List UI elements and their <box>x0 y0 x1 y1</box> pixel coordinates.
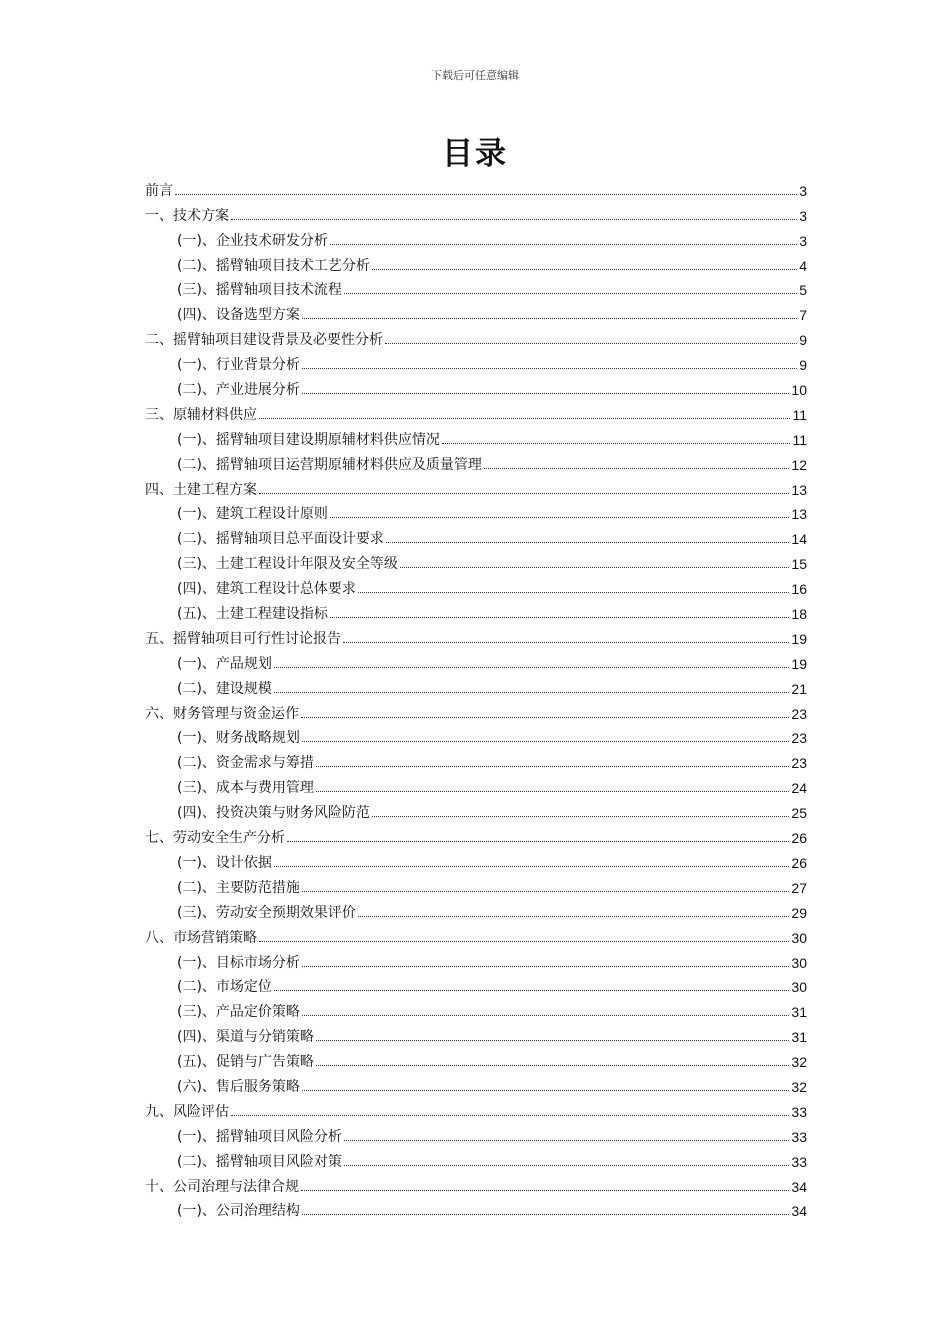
toc-entry-page: 15 <box>791 556 807 573</box>
toc-entry[interactable] <box>145 323 807 348</box>
toc-entry[interactable] <box>145 1070 807 1095</box>
toc-entry-page: 33 <box>791 1103 807 1120</box>
toc-entry-label: 四、土建工程方案 <box>145 481 257 498</box>
toc-entry-page: 13 <box>791 506 807 523</box>
toc-entry[interactable] <box>145 722 807 747</box>
toc-entry[interactable] <box>145 1095 807 1120</box>
toc-entry[interactable] <box>145 1120 807 1145</box>
toc-entry-page: 11 <box>792 431 807 448</box>
toc-dot-leader <box>385 343 797 344</box>
toc-dot-leader <box>231 219 797 220</box>
toc-entry-page: 18 <box>791 606 807 623</box>
toc-entry[interactable] <box>145 373 807 398</box>
toc-entry[interactable] <box>145 622 807 647</box>
toc-entry[interactable] <box>145 846 807 871</box>
toc-entry-page: 3 <box>799 207 807 224</box>
toc-entry[interactable] <box>145 771 807 796</box>
toc-entry-label: (三)、产品定价策略 <box>177 1004 300 1021</box>
toc-dot-leader <box>330 244 797 245</box>
toc-entry-label: (二)、资金需求与筹措 <box>177 755 314 772</box>
toc-entry[interactable] <box>145 971 807 996</box>
toc-entry-page: 25 <box>791 805 807 822</box>
toc-dot-leader <box>372 816 789 817</box>
toc-dot-leader <box>442 443 791 444</box>
toc-dot-leader <box>316 1065 789 1066</box>
toc-dot-leader <box>274 990 789 991</box>
toc-dot-leader <box>344 1165 789 1166</box>
toc-entry-label: (四)、渠道与分销策略 <box>177 1029 314 1046</box>
toc-entry-page: 34 <box>791 1203 807 1220</box>
toc-entry[interactable] <box>145 199 807 224</box>
header-note: 下载后可任意编辑 <box>431 69 519 82</box>
toc-entry-page: 19 <box>791 630 807 647</box>
toc-entry-page: 30 <box>791 979 807 996</box>
toc-entry-page: 11 <box>792 406 807 423</box>
toc-entry[interactable] <box>145 647 807 672</box>
toc-dot-leader <box>301 717 789 718</box>
toc-dot-leader <box>259 493 789 494</box>
toc-dot-leader <box>274 667 789 668</box>
toc-dot-leader <box>302 1015 789 1016</box>
toc-entry[interactable] <box>145 1195 807 1220</box>
toc-entry[interactable] <box>145 423 807 448</box>
toc-dot-leader <box>484 468 789 469</box>
toc-entry-page: 13 <box>791 481 807 498</box>
toc-entry-page: 23 <box>791 755 807 772</box>
toc-dot-leader <box>330 617 789 618</box>
toc-dot-leader <box>302 891 789 892</box>
toc-entry-label: 六、财务管理与资金运作 <box>145 705 299 722</box>
toc-entry-page: 10 <box>791 382 807 399</box>
toc-dot-leader <box>302 1214 789 1215</box>
toc-entry-page: 32 <box>791 1054 807 1071</box>
toc-entry[interactable] <box>145 572 807 597</box>
toc-entry[interactable] <box>145 498 807 523</box>
toc-entry[interactable] <box>145 946 807 971</box>
toc-entry-page: 24 <box>791 780 807 797</box>
toc-entry-label: 八、市场营销策略 <box>145 929 257 946</box>
toc-entry[interactable] <box>145 522 807 547</box>
toc-dot-leader <box>302 393 789 394</box>
toc-entry-label: (三)、摇臂轴项目技术流程 <box>177 282 342 299</box>
toc-entry-page: 34 <box>791 1178 807 1195</box>
toc-entry[interactable] <box>145 224 807 249</box>
toc-entry-label: (三)、土建工程设计年限及安全等级 <box>177 556 398 573</box>
toc-entry-label: 二、摇臂轴项目建设背景及必要性分析 <box>145 332 383 349</box>
toc-entry[interactable] <box>145 547 807 572</box>
toc-dot-leader <box>231 1115 789 1116</box>
toc-entry-page: 21 <box>791 680 807 697</box>
toc-entry-label: (四)、设备选型方案 <box>177 307 300 324</box>
toc-dot-leader <box>259 941 789 942</box>
toc-entry-page: 31 <box>791 1029 807 1046</box>
toc-entry-label: (二)、摇臂轴项目运营期原辅材料供应及质量管理 <box>177 456 482 473</box>
toc-entry[interactable] <box>145 871 807 896</box>
toc-entry-page: 26 <box>791 854 807 871</box>
toc-entry[interactable] <box>145 249 807 274</box>
toc-entry-label: (一)、财务战略规划 <box>177 730 300 747</box>
toc-entry[interactable] <box>145 448 807 473</box>
toc-entry-page: 9 <box>799 357 807 374</box>
toc-entry[interactable] <box>145 1020 807 1045</box>
toc-entry[interactable] <box>145 921 807 946</box>
toc-entry-label: (二)、摇臂轴项目技术工艺分析 <box>177 257 370 274</box>
toc-dot-leader <box>274 692 789 693</box>
toc-entry-page: 3 <box>799 182 807 199</box>
toc-entry-label: (五)、土建工程建设指标 <box>177 606 328 623</box>
toc-entry-label: 三、原辅材料供应 <box>145 406 257 423</box>
toc-entry-label: 五、摇臂轴项目可行性讨论报告 <box>145 630 341 647</box>
toc-dot-leader <box>274 866 789 867</box>
toc-entry[interactable] <box>145 1170 807 1195</box>
toc-entry-page: 14 <box>791 531 807 548</box>
toc-entry[interactable] <box>145 995 807 1020</box>
toc-entry-page: 31 <box>791 1004 807 1021</box>
toc-entry-page: 3 <box>799 232 807 249</box>
toc-entry-label: (六)、售后服务策略 <box>177 1078 300 1095</box>
toc-entry-label: (二)、产业进展分析 <box>177 382 300 399</box>
toc-entry-page: 33 <box>791 1128 807 1145</box>
toc-entry-label: (一)、摇臂轴项目风险分析 <box>177 1128 342 1145</box>
toc-entry-label: (二)、摇臂轴项目总平面设计要求 <box>177 531 384 548</box>
toc-dot-leader <box>344 1140 789 1141</box>
toc-entry-label: (三)、成本与费用管理 <box>177 780 314 797</box>
toc-entry-label: 七、劳动安全生产分析 <box>145 830 285 847</box>
toc-entry-label: 十、公司治理与法律合规 <box>145 1178 299 1195</box>
toc-dot-leader <box>302 318 797 319</box>
toc-entry[interactable] <box>145 672 807 697</box>
toc-entry-page: 30 <box>791 954 807 971</box>
toc-dot-leader <box>344 293 797 294</box>
toc-entry-label: 一、技术方案 <box>145 207 229 224</box>
toc-entry[interactable] <box>145 174 807 199</box>
toc-dot-leader <box>316 766 789 767</box>
toc-entry-page: 23 <box>791 730 807 747</box>
toc-entry[interactable] <box>145 821 807 846</box>
toc-dot-leader <box>175 194 797 195</box>
toc-dot-leader <box>372 269 797 270</box>
toc-entry[interactable] <box>145 896 807 921</box>
toc-entry[interactable] <box>145 796 807 821</box>
toc-entry-label: (一)、企业技术研发分析 <box>177 232 328 249</box>
toc-entry[interactable] <box>145 1145 807 1170</box>
toc-entry-page: 16 <box>791 581 807 598</box>
toc-entry-label: 九、风险评估 <box>145 1103 229 1120</box>
toc-dot-leader <box>358 592 789 593</box>
toc-entry-label: (二)、建设规模 <box>177 680 272 697</box>
toc-dot-leader <box>301 1190 789 1191</box>
toc-entry[interactable] <box>145 298 807 323</box>
toc-entry-label: (二)、市场定位 <box>177 979 272 996</box>
toc-entry[interactable] <box>145 1045 807 1070</box>
toc-entry[interactable] <box>145 697 807 722</box>
toc-dot-leader <box>316 791 789 792</box>
toc-entry-page: 7 <box>799 307 807 324</box>
toc-entry-page: 32 <box>791 1078 807 1095</box>
toc-entry[interactable] <box>145 473 807 498</box>
toc-entry-page: 30 <box>791 929 807 946</box>
page-title: 目录 <box>442 136 508 172</box>
toc-dot-leader <box>358 916 789 917</box>
toc-entry-label: (四)、建筑工程设计总体要求 <box>177 581 356 598</box>
toc-entry-label: (四)、投资决策与财务风险防范 <box>177 805 370 822</box>
toc-entry-label: (二)、主要防范措施 <box>177 879 300 896</box>
toc-entry[interactable] <box>145 398 807 423</box>
table-of-contents <box>145 174 807 1219</box>
toc-dot-leader <box>330 517 789 518</box>
toc-entry[interactable] <box>145 597 807 622</box>
toc-entry-page: 5 <box>799 282 807 299</box>
toc-dot-leader <box>386 542 789 543</box>
toc-entry-label: (一)、摇臂轴项目建设期原辅材料供应情况 <box>177 431 440 448</box>
toc-dot-leader <box>316 1040 789 1041</box>
toc-entry-label: (三)、劳动安全预期效果评价 <box>177 904 356 921</box>
toc-entry-page: 9 <box>799 332 807 349</box>
toc-entry[interactable] <box>145 348 807 373</box>
toc-entry-label: (一)、目标市场分析 <box>177 954 300 971</box>
toc-entry[interactable] <box>145 274 807 299</box>
toc-dot-leader <box>259 418 790 419</box>
toc-entry-label: (一)、建筑工程设计原则 <box>177 506 328 523</box>
toc-entry-page: 29 <box>791 904 807 921</box>
toc-entry-page: 27 <box>791 879 807 896</box>
toc-entry-label: (一)、产品规划 <box>177 655 272 672</box>
toc-entry-page: 23 <box>791 705 807 722</box>
toc-entry-label: (一)、公司治理结构 <box>177 1203 300 1220</box>
toc-entry-page: 26 <box>791 830 807 847</box>
toc-entry-label: (一)、设计依据 <box>177 854 272 871</box>
toc-dot-leader <box>302 966 789 967</box>
toc-entry-page: 19 <box>791 655 807 672</box>
toc-dot-leader <box>287 841 789 842</box>
toc-entry[interactable] <box>145 746 807 771</box>
toc-entry-label: (一)、行业背景分析 <box>177 357 300 374</box>
toc-dot-leader <box>302 1090 789 1091</box>
toc-dot-leader <box>343 642 789 643</box>
toc-entry-label: 前言 <box>145 182 173 199</box>
toc-dot-leader <box>302 741 789 742</box>
toc-entry-page: 33 <box>791 1153 807 1170</box>
toc-entry-page: 4 <box>799 257 807 274</box>
toc-dot-leader <box>400 567 789 568</box>
toc-dot-leader <box>302 368 797 369</box>
toc-entry-page: 12 <box>791 456 807 473</box>
toc-entry-label: (五)、促销与广告策略 <box>177 1054 314 1071</box>
toc-entry-label: (二)、摇臂轴项目风险对策 <box>177 1153 342 1170</box>
